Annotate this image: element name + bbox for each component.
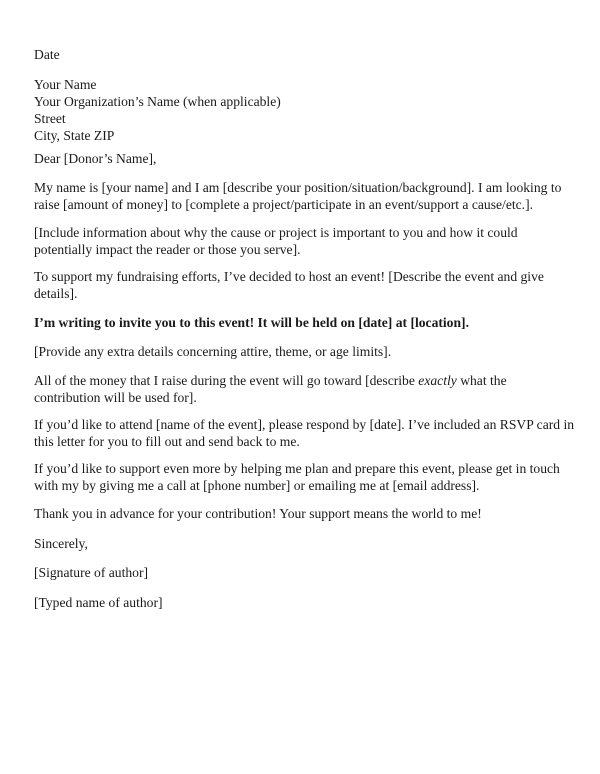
paragraph-invitation: I’m writing to invite you to this event! It will be held on [date] at [location]. <box>34 315 469 330</box>
paragraph-money <box>34 372 507 406</box>
paragraph-line: contribution will be used for]. <box>34 390 197 405</box>
sender-street: Street <box>34 111 66 126</box>
paragraph-cause <box>34 224 518 258</box>
signature-placeholder: [Signature of author] <box>34 565 149 580</box>
closing: Sincerely, <box>34 536 88 551</box>
paragraph-line: To support my fundraising efforts, I’ve decided to host an event! [Describe the event and give <box>34 269 544 284</box>
paragraph-details: [Provide any extra details concerning attire, theme, or age limits]. <box>34 344 392 359</box>
sender-address <box>34 76 281 144</box>
paragraph-line: with my by giving me a call at [phone number] or emailing me at [email address]. <box>34 478 480 493</box>
paragraph-line: My name is [your name] and I am [describe your position/situation/background]. I am looking to <box>34 180 562 195</box>
emphasis-text: exactly <box>418 373 457 388</box>
paragraph-event <box>34 268 544 302</box>
paragraph-thanks: Thank you in advance for your contribution! Your support means the world to me! <box>34 506 482 521</box>
paragraph-line: If you’d like to attend [name of the event], please respond by [date]. I’ve included an RSVP card in <box>34 417 575 432</box>
paragraph-line: If you’d like to support even more by helping me plan and prepare this event, please get in touch <box>34 461 560 476</box>
sender-city: City, State ZIP <box>34 128 115 143</box>
typed-name-placeholder: [Typed name of author] <box>34 595 163 610</box>
paragraph-line: raise [amount of money] to [complete a project/participate in an event/support a cause/etc.]. <box>34 197 533 212</box>
salutation: Dear [Donor’s Name], <box>34 151 157 166</box>
paragraph-line: potentially impact the reader or those you serve]. <box>34 242 301 257</box>
text-segment: what the <box>456 373 507 388</box>
paragraph-support <box>34 460 560 494</box>
paragraph-line: this letter for you to fill out and send back to me. <box>34 434 300 449</box>
paragraph-introduction <box>34 179 561 213</box>
text-segment: All of the money that I raise during the event will go toward [describe <box>34 373 419 388</box>
paragraph-line: details]. <box>34 286 78 301</box>
paragraph-line: [Include information about why the cause or project is important to you and how it could <box>34 225 518 240</box>
paragraph-line <box>34 372 507 389</box>
sender-organization: Your Organization’s Name (when applicable) <box>34 94 281 109</box>
sender-name: Your Name <box>34 77 97 92</box>
date-line: Date <box>34 47 60 62</box>
paragraph-rsvp <box>34 416 574 450</box>
